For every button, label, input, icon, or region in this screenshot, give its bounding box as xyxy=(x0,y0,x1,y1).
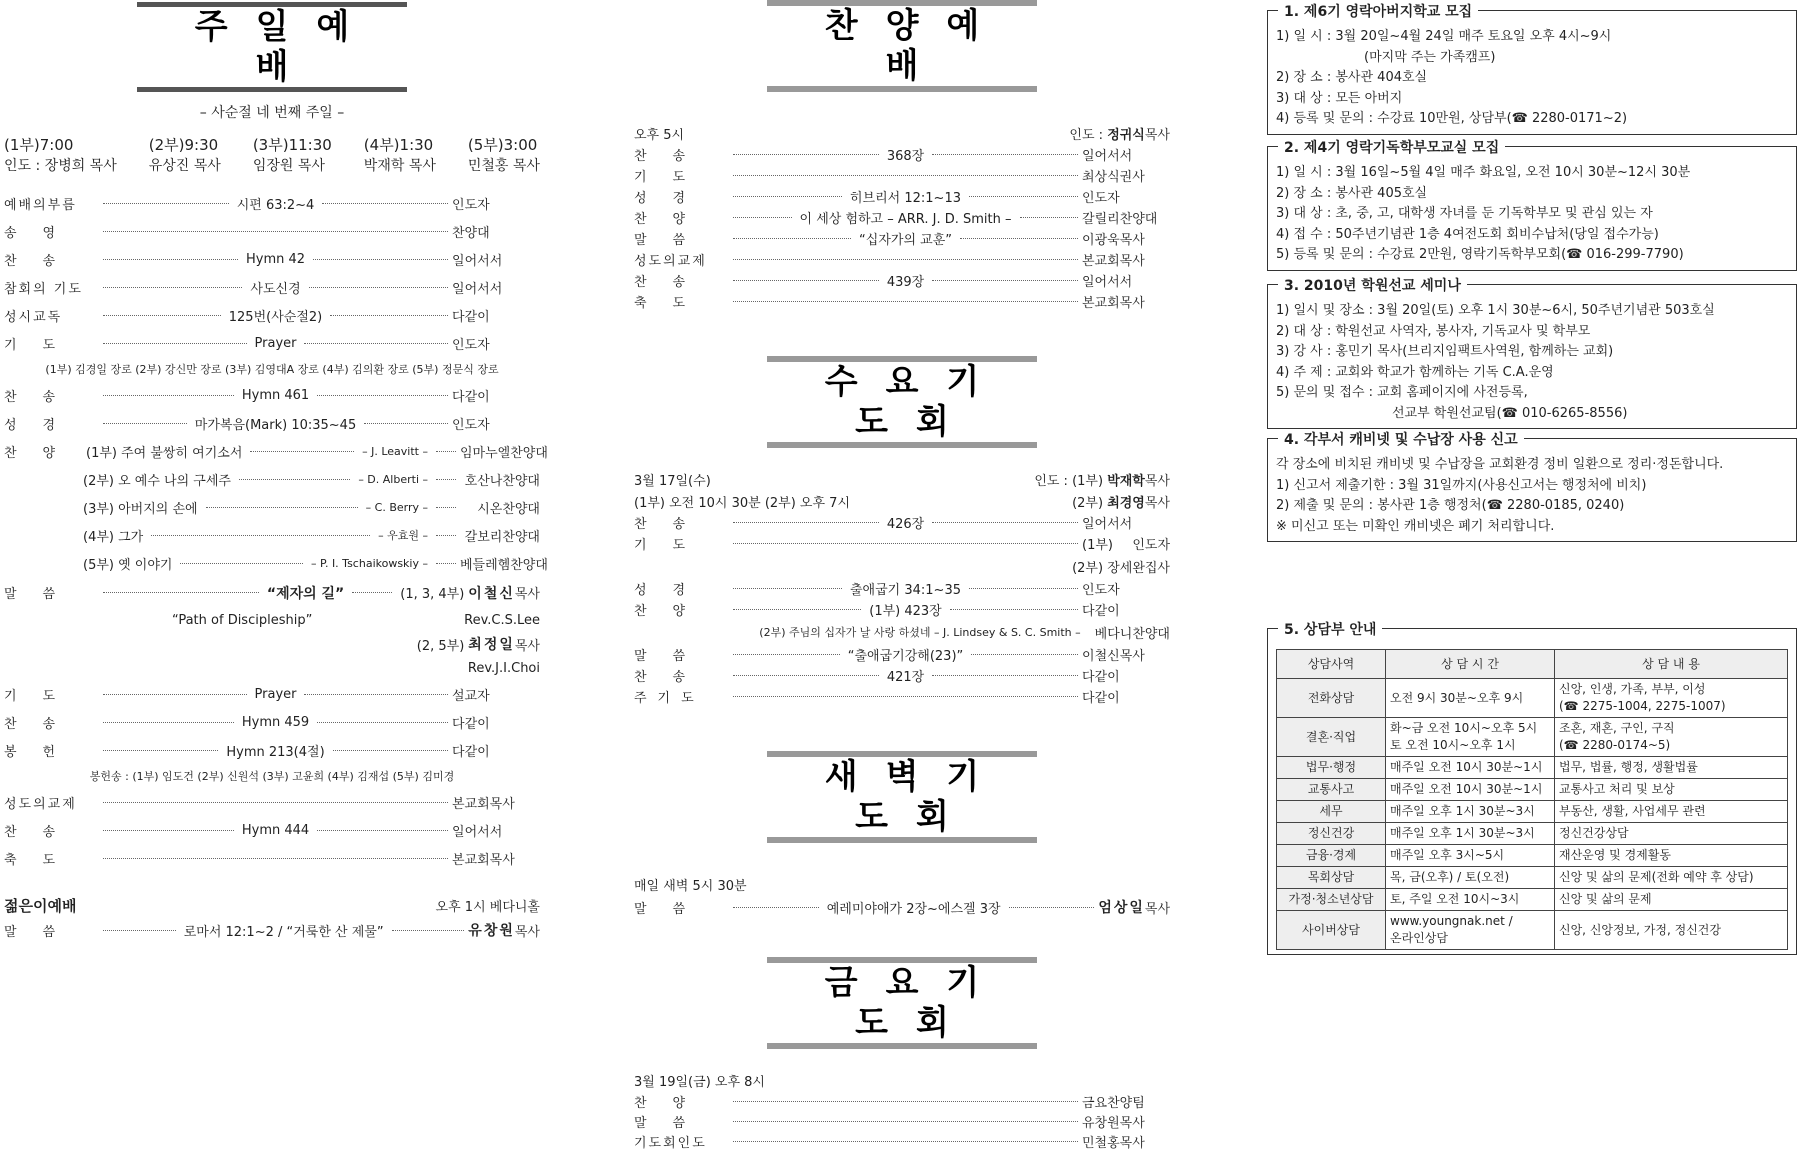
order-label: 찬송 xyxy=(4,389,82,405)
order-row xyxy=(634,207,1170,228)
order-label: 성경 xyxy=(4,417,82,433)
anthem-label: 찬양 xyxy=(4,445,82,461)
notice-title: 4. 각부서 캐비넷 및 수납장 사용 신고 xyxy=(1278,429,1524,449)
counsel-title: 5. 상담부 안내 xyxy=(1278,619,1382,639)
counsel-header: 상담사역 xyxy=(1277,650,1386,679)
sunday-order-3 xyxy=(4,680,540,764)
order-content: “십자가의 교훈” xyxy=(859,233,952,248)
anthem-row xyxy=(4,549,548,577)
counsel-cell: 교통사고 처리 및 보상 xyxy=(1555,779,1788,801)
counsel-cell: 조혼, 재혼, 구인, 구직 (☎ 2280-0174~5) xyxy=(1555,718,1788,757)
counsel-cell: 매주일 오후 1시 30분~3시 xyxy=(1386,801,1555,823)
order-row xyxy=(4,844,540,872)
counsel-cell: 정신건강상담 xyxy=(1555,823,1788,845)
friday-prayer-title: 금요기도회 xyxy=(767,957,1037,1049)
notice-title: 3. 2010년 학원선교 세미나 xyxy=(1278,275,1467,295)
order-row xyxy=(634,270,1170,291)
order-content: 426장 xyxy=(886,517,925,532)
order-row xyxy=(4,409,540,437)
service-time-label: (1부)7:00 xyxy=(4,136,74,154)
order-label: 찬송 xyxy=(4,716,82,732)
praise-order xyxy=(634,144,1170,312)
sunday-service-column: 주일예배 – 사순절 네 번째 주일 – (1부)7:00 인도 : 장병희 목사 (2부)9:30 유상진 목사 (3부)11:30 임장원 목사 (4부)1:30 박재학 목사 (5부)3:00 민철홍 목사 예배의부름 시편 63:2~4 인도자 송영 찬양대 찬송 Hymn 42 일어서서 참회의 기도 사도신경 일어서서 성시교독 125번(사순절2) 다같이 기도 Prayer 인도자 (1부) 김경일 장로 (2부) 강신만 장로 (3부) 김영대A 장로 (4부) 김의환 장로 (5부) 정문식 장로 찬송 Hymn 461 다같이 성경 마가복음(Mark) 10:35~45 인도자 찬양 (1부) 주여 불쌍히 여기소서 – J. Leavitt – 임마누엘찬양대 (2부) 오 예수 나의 구세주 – D. Alberti – 호산나찬양대 (3부) 아버지의 손에 – C. Berry – 시온찬양대 (4부) 그가 – 우효원 – 갈보리찬양대 (5부) 옛 이야기 – P. I. Tschaikowskiy – 베들레헴찬양대 말씀 “제자의 길” (1, 3, 4부) 이철신 목사 “Path of Discipleship” Rev.C.S.Lee (2, 5부) 최정일 목사 Rev.J.I.Choi 기도 Prayer 설교자 찬송 Hymn 459 다같이 봉헌 Hymn 213(4절) 다같이 봉헌송 : (1부) 임도건 (2부) 신원석 (3부) 고윤희 (4부) 김재섭 (5부) 김미경 성도의교제 본교회목사 찬송 Hymn 444 일어서서 축도 본교회목사 젊은이예배 오후 1시 베다니홀 말씀 로마서 12:1~2 / “거룩한 산 제물” 유창원 목사 xyxy=(4,0,540,942)
counsel-cell: 신앙 및 삶의 문제(전화 예약 후 상담) xyxy=(1555,867,1788,889)
order-row xyxy=(634,291,1170,312)
order-row xyxy=(634,578,1170,599)
anthem-row xyxy=(4,493,540,521)
counsel-cell: 신앙, 신앙정보, 가정, 정신건강 xyxy=(1555,911,1788,950)
anthem-choir: 갈보리찬양대 xyxy=(464,529,540,545)
order-performer: 다같이 xyxy=(1082,691,1120,706)
order-performer: 본교회목사 xyxy=(452,852,515,868)
praise-service-title: 찬양예배 xyxy=(767,0,1037,92)
youth-service-title: 젊은이예배 xyxy=(4,896,77,915)
sunday-times xyxy=(4,134,540,175)
order-row xyxy=(634,228,1170,249)
service-leader: 유상진 목사 xyxy=(148,158,221,174)
order-row xyxy=(634,1131,1170,1151)
sermon-english-title: “Path of Discipleship” xyxy=(172,612,313,628)
anthem-title: (5부) 옛 이야기 xyxy=(83,557,173,573)
order-performer: 일어서서 xyxy=(1082,517,1133,532)
order-performer: 이철신목사 xyxy=(1082,649,1145,664)
sunday-anthems xyxy=(4,437,548,577)
anthem-title: (2부) 오 예수 나의 구세주 xyxy=(83,473,231,489)
notice-box xyxy=(1267,278,1797,429)
order-label: 찬송 xyxy=(634,517,712,532)
preacher-2-english: Rev.J.I.Choi xyxy=(467,660,540,676)
order-row xyxy=(634,165,1170,186)
anthem-title: (3부) 아버지의 손에 xyxy=(83,501,198,517)
order-row xyxy=(634,512,1170,533)
service-leader: 임장원 목사 xyxy=(252,158,325,174)
order-content: 368장 xyxy=(886,149,925,164)
order-row xyxy=(634,644,1170,665)
counsel-cell: 세무 xyxy=(1277,801,1386,823)
anthem-row xyxy=(4,437,548,465)
anthem-composer: – 우효원 – xyxy=(378,529,428,542)
anthem-title: (1부) 주여 불쌍히 여기소서 xyxy=(86,445,243,461)
counsel-cell: 법무·행정 xyxy=(1277,757,1386,779)
order-performer: 유창원목사 xyxy=(1082,1115,1145,1131)
notice-line: 각 장소에 비치된 캐비넷 및 수납장을 교회환경 정비 일환으로 정리·정돈합니다. xyxy=(1276,457,1724,472)
order-performer: 다같이 xyxy=(452,309,490,325)
counsel-cell: 목회상담 xyxy=(1277,867,1386,889)
order-row xyxy=(4,788,540,816)
order-content: Hymn 461 xyxy=(241,387,310,403)
counsel-table xyxy=(1276,649,1788,950)
sunday-subtitle: – 사순절 네 번째 주일 – xyxy=(199,105,345,121)
counsel-cell: 결혼·직업 xyxy=(1277,718,1386,757)
order-row xyxy=(634,1111,1170,1131)
sunday-order-2 xyxy=(4,381,540,437)
counsel-row xyxy=(1277,679,1788,718)
counsel-cell: 오전 9시 30분~오후 9시 xyxy=(1386,679,1555,718)
preacher-1-english: Rev.C.S.Lee xyxy=(464,612,540,628)
order-label: 찬송 xyxy=(4,253,82,269)
service-time xyxy=(149,134,221,175)
service-time-label: (2부)9:30 xyxy=(148,136,219,154)
counsel-row xyxy=(1277,867,1788,889)
order-row xyxy=(4,736,540,764)
order-content: 히브리서 12:1~13 xyxy=(850,191,961,206)
notice-line: 2) 제출 및 문의 : 봉사관 1층 행정처(☎ 2280-0185, 0240) xyxy=(1276,498,1625,513)
order-performer: 일어서서 xyxy=(452,253,503,269)
sunday-order-4 xyxy=(4,788,540,872)
service-time xyxy=(4,134,117,175)
counsel-cell: 목, 금(오후) / 토(오전) xyxy=(1386,867,1555,889)
order-row xyxy=(634,686,1170,707)
anthem-composer: – J. Leavitt – xyxy=(362,444,428,458)
wednesday-title: 수요기도회 xyxy=(767,356,1037,448)
sunday-order xyxy=(4,189,540,357)
service-leader: 박재학 목사 xyxy=(363,158,436,174)
counsel-cell: 화~금 오전 10시~오후 5시 토 오전 10시~오후 1시 xyxy=(1386,718,1555,757)
order-performer: 일어서서 xyxy=(452,824,503,840)
counsel-row xyxy=(1277,801,1788,823)
notice-line: 5) 문의 및 접수 : 교회 홈페이지에 사전등록, xyxy=(1276,385,1528,400)
notice-line: 3) 대 상 : 모든 아버지 xyxy=(1276,90,1403,106)
order-performer: 일어서서 xyxy=(452,281,503,297)
order-row xyxy=(634,533,1170,554)
order-performer: 갈릴리찬양대 xyxy=(1082,212,1158,227)
counsel-cell: 재산운영 및 경제활동 xyxy=(1555,845,1788,867)
order-row xyxy=(4,329,540,357)
order-label: 기도 xyxy=(4,337,82,353)
order-label: 송영 xyxy=(4,225,82,241)
service-leader: 인도 : 장병희 목사 xyxy=(4,158,117,174)
anthem-title: (4부) 그가 xyxy=(83,529,144,545)
anthem-composer: – P. I. Tschaikowskiy – xyxy=(311,556,428,570)
order-row xyxy=(4,245,540,273)
counsel-cell: 매주일 오전 10시 30분~1시 xyxy=(1386,779,1555,801)
order-performer: 설교자 xyxy=(452,688,490,704)
notice-line: 4) 주 제 : 교회와 학교가 함께하는 기독 C.A.운영 xyxy=(1276,364,1554,380)
order-content: Prayer xyxy=(254,686,297,702)
order-performer: 다같이 xyxy=(1082,604,1120,619)
counsel-row xyxy=(1277,911,1788,950)
order-content: 시편 63:2~4 xyxy=(236,197,315,213)
counsel-header: 상 담 내 용 xyxy=(1555,650,1788,679)
order-content: 이 세상 험하고 – ARR. J. D. Smith – xyxy=(799,212,1012,227)
anthem-composer: – D. Alberti – xyxy=(358,472,428,486)
offering-singers: 봉헌송 : (1부) 임도건 (2부) 신원석 (3부) 고윤희 (4부) 김재섭 (5부) 김미경 xyxy=(89,770,455,783)
youth-sermon-row: 말씀 로마서 12:1~2 / “거룩한 산 제물” 유창원 목사 xyxy=(4,923,540,940)
anthem-row xyxy=(4,465,540,493)
order-row xyxy=(634,665,1170,686)
weekday-services-column: 찬양예배 오후 5시 인도 : 정귀식목사 찬송 368장 일어서서 기도 최상식권사 성경 히브리서 12:1~13 인도자 찬양 이 세상 험하고 – ARR. J. D. Smith – 갈릴리찬양대 말씀 “십자가의 교훈” 이광욱목사 성도의교제 본교회목사 찬송 439장 일어서서 축도 본교회목사 수요기도회 3월 17일(수) 인도 : (1부) 박재학목사 (1부) 오전 10시 30분 (2부) 오후 7시 (2부) 최경영목사 찬송 426장 일어서서 기도 (1부) 인도자 (2부) 장세완집사 성경 출애굽기 34:1~35 인도자 찬양 (1부) 423장 다같이 (2부) 주님의 십자가 날 사랑 하셨네 – J. Lindsey & S. C. Smith – 베다니찬양대 말씀 “출애굽기강해(23)” 이철신목사 찬송 421장 다같이 주기도 다같이 새벽기도회 매일 새벽 5시 30분 말씀 예레미야애가 2장~에스겔 3장 엄상일 목사 금요기도회 3월 19일(금) 오후 8시 찬양 금요찬양팀 말씀 유창원목사 기도회인도 민철홍목사 xyxy=(634,0,1170,1151)
service-time-label: (3부)11:30 xyxy=(252,136,332,154)
order-performer: 인도자 xyxy=(1082,583,1120,598)
wednesday-order-3 xyxy=(634,644,1170,707)
order-row xyxy=(4,680,540,708)
notice-box xyxy=(1267,4,1797,135)
order-performer: (1부) 인도자 xyxy=(1082,538,1170,553)
counsel-cell: 전화상담 xyxy=(1277,679,1386,718)
anthem-choir: 호산나찬양대 xyxy=(464,473,540,489)
order-content: 출애굽기 34:1~35 xyxy=(850,583,961,598)
order-label: 찬양 xyxy=(634,604,712,619)
order-performer: 일어서서 xyxy=(1082,149,1133,164)
anthem-choir: 베들레헴찬양대 xyxy=(460,557,548,573)
order-performer: 이광욱목사 xyxy=(1082,233,1145,248)
counsel-cell: 매주일 오후 3시~5시 xyxy=(1386,845,1555,867)
anthem-row xyxy=(4,521,540,549)
counsel-cell: www.youngnak.net / 온라인상담 xyxy=(1386,911,1555,950)
order-label: 기도 xyxy=(634,538,712,553)
notice-line: 1) 신고서 제출기한 : 3월 31일까지(사용신고서는 행정처에 비치) xyxy=(1276,477,1647,493)
order-performer: 다같이 xyxy=(1082,670,1120,685)
order-label: 예배의부름 xyxy=(4,197,77,213)
order-row xyxy=(634,186,1170,207)
order-performer: 찬양대 xyxy=(452,225,490,241)
order-label: 찬양 xyxy=(634,1095,712,1111)
counsel-row xyxy=(1277,845,1788,867)
counsel-cell: 금융·경제 xyxy=(1277,845,1386,867)
order-content: “출애굽기강해(23)” xyxy=(847,649,964,664)
order-performer: 최상식권사 xyxy=(1082,170,1145,185)
notice-line: 선교부 학원선교팀(☎ 010-6265-8556) xyxy=(1392,405,1628,421)
order-row xyxy=(634,249,1170,270)
counsel-cell: 신앙, 인생, 가족, 부부, 이성 (☎ 2275-1004, 2275-1007) xyxy=(1555,679,1788,718)
youth-service-time: 오후 1시 베다니홀 xyxy=(435,899,540,915)
order-label: 성도의교제 xyxy=(634,254,707,269)
notice-box xyxy=(1267,140,1797,271)
wednesday-order xyxy=(634,512,1170,554)
anthem-composer: – C. Berry – xyxy=(365,500,428,514)
order-row xyxy=(4,708,540,736)
notice-title: 2. 제4기 영락기독학부모교실 모집 xyxy=(1278,137,1505,157)
counsel-cell: 가정·청소년상담 xyxy=(1277,889,1386,911)
order-label: 기도 xyxy=(4,688,82,704)
notice-title: 1. 제6기 영락아버지학교 모집 xyxy=(1278,1,1478,21)
anthem-choir: 임마누엘찬양대 xyxy=(460,445,548,461)
order-content: Hymn 444 xyxy=(241,822,310,838)
order-label: 찬송 xyxy=(634,670,712,685)
counsel-cell: 교통사고 xyxy=(1277,779,1386,801)
order-row xyxy=(4,273,540,301)
order-label: 주기도 xyxy=(634,691,705,706)
order-performer: 인도자 xyxy=(452,337,490,353)
counsel-row xyxy=(1277,779,1788,801)
order-performer: 다같이 xyxy=(452,389,490,405)
order-row xyxy=(4,381,540,409)
order-performer: 인도자 xyxy=(452,417,490,433)
order-content: 421장 xyxy=(886,670,925,685)
order-performer: 다같이 xyxy=(452,716,490,732)
notice-line: ※ 미신고 또는 미확인 캐비넷은 폐기 처리합니다. xyxy=(1276,518,1555,534)
notice-line: 1) 일 시 : 3월 16일~5월 4일 매주 화요일, 오전 10시 30분~12시 30분 xyxy=(1276,165,1691,180)
counsel-cell: 정신건강 xyxy=(1277,823,1386,845)
counsel-row xyxy=(1277,889,1788,911)
counsel-cell: 사이버상담 xyxy=(1277,911,1386,950)
notice-box xyxy=(1267,432,1797,542)
order-label: 성도의교제 xyxy=(4,796,77,812)
order-performer: 본교회목사 xyxy=(452,796,515,812)
order-label: 찬송 xyxy=(634,275,712,290)
counsel-cell: 매주일 오전 10시 30분~1시 xyxy=(1386,757,1555,779)
notice-line: 3) 대 상 : 초, 중, 고, 대학생 자녀를 둔 기독학부모 및 관심 있는 자 xyxy=(1276,206,1653,221)
order-row xyxy=(4,816,540,844)
order-performer: 민철홍목사 xyxy=(1082,1135,1145,1151)
counsel-cell: 부동산, 생활, 사업세무 관련 xyxy=(1555,801,1788,823)
order-row xyxy=(634,144,1170,165)
wednesday-order-2 xyxy=(634,578,1170,620)
counsel-cell: 법무, 법률, 행정, 생활법률 xyxy=(1555,757,1788,779)
counsel-row xyxy=(1277,823,1788,845)
order-label: 말씀 xyxy=(634,233,712,248)
service-time-label: (4부)1:30 xyxy=(363,136,434,154)
order-performer: 본교회목사 xyxy=(1082,296,1145,311)
notice-line: (마지막 주는 가족캠프) xyxy=(1364,49,1496,65)
order-label: 성시교독 xyxy=(4,309,63,325)
counsel-cell: 신앙 및 삶의 문제 xyxy=(1555,889,1788,911)
order-content: 439장 xyxy=(886,275,925,290)
order-label: 말씀 xyxy=(634,649,712,664)
counsel-row xyxy=(1277,757,1788,779)
notice-line: 2) 장 소 : 봉사관 405호실 xyxy=(1276,185,1428,201)
service-time-label: (5부)3:00 xyxy=(467,136,538,154)
order-label: 참회의 기도 xyxy=(4,281,83,297)
order-row xyxy=(634,599,1170,620)
counsel-cell: 토, 주일 오전 10시~3시 xyxy=(1386,889,1555,911)
order-performer: 일어서서 xyxy=(1082,275,1133,290)
order-content: Hymn 459 xyxy=(241,714,310,730)
sermon-title: “제자의 길” xyxy=(266,585,345,602)
friday-order xyxy=(634,1091,1170,1151)
order-label: 찬양 xyxy=(634,212,712,227)
order-label: 성경 xyxy=(634,191,712,206)
notice-line: 4) 접 수 : 50주년기념관 1층 4여전도회 회비수납처(당일 접수가능) xyxy=(1276,226,1659,242)
service-time xyxy=(253,134,332,175)
order-performer: 본교회목사 xyxy=(1082,254,1145,269)
order-label: 기도회인도 xyxy=(634,1135,707,1151)
order-content: 사도신경 xyxy=(250,281,301,297)
order-content: Prayer xyxy=(254,335,297,351)
counsel-row xyxy=(1277,718,1788,757)
order-content: Hymn 42 xyxy=(245,251,306,267)
order-row xyxy=(4,189,540,217)
service-leader: 민철홍 목사 xyxy=(467,158,540,174)
notice-line: 2) 장 소 : 봉사관 404호실 xyxy=(1276,70,1428,85)
order-label: 찬송 xyxy=(4,824,82,840)
order-performer: 인도자 xyxy=(452,197,490,213)
dawn-sermon-row: 말씀 예레미야애가 2장~에스겔 3장 엄상일 목사 xyxy=(634,900,1171,917)
counsel-cell: 매주일 오후 1시 30분~3시 xyxy=(1386,823,1555,845)
order-content: 마가복음(Mark) 10:35~45 xyxy=(194,417,357,433)
notice-line: 1) 일 시 : 3월 20일~4월 24일 매주 토요일 오후 4시~9시 xyxy=(1276,29,1612,44)
order-performer: 인도자 xyxy=(1082,191,1120,206)
preacher-1: 이철신 xyxy=(468,585,515,602)
dawn-prayer-title: 새벽기도회 xyxy=(767,751,1037,843)
order-content: 125번(사순절2) xyxy=(228,309,323,325)
notice-line: 2) 대 상 : 학원선교 사역자, 봉사자, 기독교사 및 학부모 xyxy=(1276,323,1591,339)
order-label: 찬송 xyxy=(634,149,712,164)
order-content: Hymn 213(4절) xyxy=(226,744,325,760)
notice-line: 4) 등록 및 문의 : 수강료 10만원, 상담부(☎ 2280-0171~2) xyxy=(1276,111,1628,126)
order-label: 축도 xyxy=(634,296,712,311)
preacher-2: 최정일 xyxy=(468,637,515,653)
prayer-leaders: (1부) 김경일 장로 (2부) 강신만 장로 (3부) 김영대A 장로 (4부) 김의환 장로 (5부) 정문식 장로 xyxy=(45,363,499,376)
order-performer: 다같이 xyxy=(452,744,490,760)
order-performer: 금요찬양팀 xyxy=(1082,1095,1145,1111)
notice-line: 5) 등록 및 문의 : 수강료 2만원, 영락기독학부모회(☎ 016-299-7790) xyxy=(1276,247,1684,262)
order-content: (1부) 423장 xyxy=(869,604,942,619)
sermon-row: 말씀 “제자의 길” (1, 3, 4부) 이철신 목사 xyxy=(4,577,540,608)
service-time xyxy=(364,134,436,175)
order-label: 봉헌 xyxy=(4,744,82,760)
order-label: 말씀 xyxy=(634,1115,712,1131)
order-row xyxy=(634,1091,1170,1111)
counsel-box xyxy=(1267,622,1797,955)
order-label: 기도 xyxy=(634,170,712,185)
sunday-service-title: 주일예배 xyxy=(137,2,407,92)
counsel-header: 상 담 시 간 xyxy=(1386,650,1555,679)
order-label: 축도 xyxy=(4,852,82,868)
notice-line: 1) 일시 및 장소 : 3월 20일(토) 오후 1시 30분~6시, 50주년기념관 503호실 xyxy=(1276,303,1715,318)
service-time xyxy=(468,134,540,175)
notice-line: 3) 강 사 : 홍민기 목사(브리지임팩트사역원, 함께하는 교회) xyxy=(1276,344,1614,359)
anthem-choir: 시온찬양대 xyxy=(477,501,540,517)
order-row xyxy=(4,301,540,329)
order-row xyxy=(4,217,540,245)
order-label: 성경 xyxy=(634,583,712,598)
